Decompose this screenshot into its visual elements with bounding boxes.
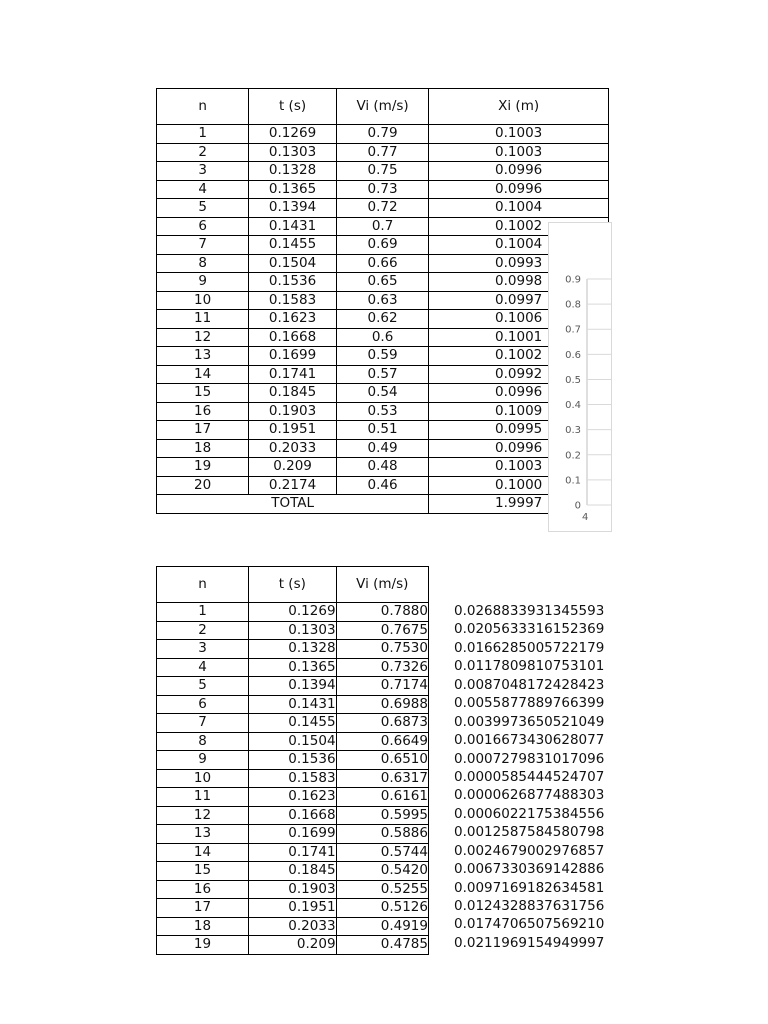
y-tick-label: 0.8 <box>565 299 581 311</box>
table-row <box>157 273 609 292</box>
table-row <box>157 291 609 310</box>
x-tick-label: 4 <box>582 512 589 523</box>
table-row <box>157 695 429 714</box>
table-cell: 0.65 <box>336 273 428 292</box>
table-cell: 0.57 <box>336 365 428 384</box>
table-cell: 0.1009 <box>429 402 609 421</box>
table-row <box>157 880 429 899</box>
column-header: t (s) <box>249 89 337 125</box>
table-cell: 0.0996 <box>429 180 609 199</box>
total-label: TOTAL <box>157 495 429 514</box>
table-cell: 0.1951 <box>249 899 337 918</box>
table-cell: 0.54 <box>336 384 428 403</box>
table-cell: 8 <box>157 254 249 273</box>
table-cell: 0.5255 <box>336 880 428 899</box>
table-cell: 0.1003 <box>429 143 609 162</box>
table-cell: 6 <box>157 217 249 236</box>
table-row <box>157 476 609 495</box>
table-cell: 0.0992 <box>429 365 609 384</box>
table-cell: 20 <box>157 476 249 495</box>
table-row <box>157 769 429 788</box>
table-row <box>157 917 429 936</box>
table-cell: 2 <box>157 621 249 640</box>
table-cell: 0.72 <box>336 199 428 218</box>
table-cell: 0.5995 <box>336 806 428 825</box>
deviation-value: 0.0166285005722179 <box>454 639 605 656</box>
table-cell: 0.4785 <box>336 936 428 955</box>
y-tick-label: 0.4 <box>565 400 581 412</box>
table-cell: 16 <box>157 402 249 421</box>
table-cell: 0.0993 <box>429 254 609 273</box>
table-row <box>157 236 609 255</box>
table-cell: 0.6649 <box>336 732 428 751</box>
deviation-value: 0.0097169182634581 <box>454 879 605 896</box>
table-cell: 0.7326 <box>336 658 428 677</box>
table-cell: 0.62 <box>336 310 428 329</box>
table-cell: 7 <box>157 236 249 255</box>
table-cell: 0.1006 <box>429 310 609 329</box>
table-cell: 0.2174 <box>249 476 337 495</box>
table-cell: 2 <box>157 143 249 162</box>
deviation-value: 0.0000626877488303 <box>454 787 605 804</box>
y-tick-label: 0 <box>574 500 581 512</box>
table-row <box>157 458 609 477</box>
chart-plot <box>549 223 611 531</box>
table-cell: 0.1328 <box>249 640 337 659</box>
table-cell: 0.49 <box>336 439 428 458</box>
table-cell: 9 <box>157 751 249 770</box>
table-row <box>157 199 609 218</box>
table-row <box>157 365 609 384</box>
y-tick-label: 0.5 <box>565 374 581 386</box>
table-row <box>157 310 609 329</box>
y-tick-label: 0.1 <box>565 475 581 487</box>
data-table-1 <box>156 88 609 514</box>
table-cell: 0.1003 <box>429 458 609 477</box>
table-cell: 17 <box>157 421 249 440</box>
table-cell: 0.48 <box>336 458 428 477</box>
table-cell: 11 <box>157 310 249 329</box>
table-cell: 14 <box>157 843 249 862</box>
table-cell: 0.59 <box>336 347 428 366</box>
table-row <box>157 125 609 144</box>
table-cell: 1 <box>157 125 249 144</box>
table-cell: 0.46 <box>336 476 428 495</box>
table-row <box>157 658 429 677</box>
table-cell: 0.1668 <box>249 806 337 825</box>
table-cell: 0.0996 <box>429 384 609 403</box>
table-cell: 0.1699 <box>249 825 337 844</box>
column-header: n <box>157 567 249 603</box>
table-cell: 18 <box>157 439 249 458</box>
table-cell: 0.1431 <box>249 695 337 714</box>
table-cell: 0.1536 <box>249 751 337 770</box>
table-cell: 0.1269 <box>249 125 337 144</box>
y-tick-label: 0.3 <box>565 425 581 437</box>
deviation-value: 0.0268833931345593 <box>454 603 605 619</box>
table-cell: 0.2033 <box>249 917 337 936</box>
table-cell: 0.0996 <box>429 162 609 181</box>
table-cell: 19 <box>157 936 249 955</box>
deviation-value: 0.0205633316152369 <box>454 621 605 638</box>
table-cell: 0.1455 <box>249 714 337 733</box>
table-cell: 0.1741 <box>249 843 337 862</box>
table-row <box>157 862 429 881</box>
table-cell: 10 <box>157 769 249 788</box>
table-cell: 0.1002 <box>429 347 609 366</box>
table-row <box>157 751 429 770</box>
table-cell: 0.1536 <box>249 273 337 292</box>
table-cell: 19 <box>157 458 249 477</box>
table-cell: 12 <box>157 328 249 347</box>
y-tick-label: 0.7 <box>565 324 581 336</box>
table-cell: 0.6317 <box>336 769 428 788</box>
table-cell: 0.1269 <box>249 603 337 622</box>
total-row <box>157 495 609 514</box>
table-cell: 9 <box>157 273 249 292</box>
table-cell: 0.6873 <box>336 714 428 733</box>
table-cell: 0.1668 <box>249 328 337 347</box>
table-cell: 0.1303 <box>249 143 337 162</box>
table-cell: 14 <box>157 365 249 384</box>
table-cell: 0.7880 <box>336 603 428 622</box>
table-cell: 18 <box>157 917 249 936</box>
table-cell: 0.7174 <box>336 677 428 696</box>
table-cell: 15 <box>157 384 249 403</box>
deviation-value: 0.0174706507569210 <box>454 916 605 933</box>
deviation-value: 0.0000585444524707 <box>454 768 605 785</box>
table-cell: 0.69 <box>336 236 428 255</box>
table-cell: 10 <box>157 291 249 310</box>
table-cell: 0.1699 <box>249 347 337 366</box>
deviation-value: 0.0039973650521049 <box>454 713 605 730</box>
column-header: t (s) <box>249 567 337 603</box>
table-cell: 0.1394 <box>249 677 337 696</box>
table-row <box>157 421 609 440</box>
table-cell: 0.7675 <box>336 621 428 640</box>
deviation-value: 0.0117809810753101 <box>454 658 605 675</box>
table-cell: 0.1504 <box>249 254 337 273</box>
table-cell: 13 <box>157 825 249 844</box>
table-cell: 0.1583 <box>249 769 337 788</box>
table-cell: 0.0998 <box>429 273 609 292</box>
column-header: Vi (m/s) <box>336 567 428 603</box>
table-row <box>157 180 609 199</box>
column-header: n <box>157 89 249 125</box>
deviation-value: 0.0087048172428423 <box>454 676 605 693</box>
table-cell: 0.1951 <box>249 421 337 440</box>
table-cell: 0.1000 <box>429 476 609 495</box>
table-cell: 0.1504 <box>249 732 337 751</box>
table-cell: 4 <box>157 180 249 199</box>
table-cell: 7 <box>157 714 249 733</box>
table-row <box>157 217 609 236</box>
table-cell: 0.0997 <box>429 291 609 310</box>
table-cell: 0.5420 <box>336 862 428 881</box>
table-cell: 0.4919 <box>336 917 428 936</box>
table-cell: 0.1741 <box>249 365 337 384</box>
y-tick-label: 0.2 <box>565 450 581 462</box>
table-cell: 0.75 <box>336 162 428 181</box>
table-cell: 0.66 <box>336 254 428 273</box>
table-cell: 1 <box>157 603 249 622</box>
table-cell: 6 <box>157 695 249 714</box>
table-cell: 0.1004 <box>429 236 609 255</box>
table-cell: 0.1328 <box>249 162 337 181</box>
table-cell: 0.2033 <box>249 439 337 458</box>
data-table-2 <box>156 566 429 955</box>
deviation-value: 0.0007279831017096 <box>454 750 605 767</box>
table-cell: 13 <box>157 347 249 366</box>
table-cell: 0.6988 <box>336 695 428 714</box>
table-row <box>157 328 609 347</box>
table-cell: 0.1455 <box>249 236 337 255</box>
table-cell: 0.6510 <box>336 751 428 770</box>
table-cell: 0.5744 <box>336 843 428 862</box>
deviation-value: 0.0006022175384556 <box>454 805 605 822</box>
table-cell: 0.5886 <box>336 825 428 844</box>
table-cell: 0.7530 <box>336 640 428 659</box>
table-cell: 0.1583 <box>249 291 337 310</box>
table-row <box>157 843 429 862</box>
table-cell: 0.1903 <box>249 402 337 421</box>
deviation-value: 0.0012587584580798 <box>454 824 605 841</box>
table-row <box>157 806 429 825</box>
table-row <box>157 788 429 807</box>
table-cell: 0.1002 <box>429 217 609 236</box>
table-cell: 5 <box>157 199 249 218</box>
table-cell: 3 <box>157 640 249 659</box>
table-cell: 0.1001 <box>429 328 609 347</box>
deviation-value: 0.0024679002976857 <box>454 842 605 859</box>
y-tick-label: 0.9 <box>565 274 581 286</box>
table-row <box>157 347 609 366</box>
table-cell: 0.1003 <box>429 125 609 144</box>
y-tick-label: 0.6 <box>565 349 581 361</box>
table-cell: 0.77 <box>336 143 428 162</box>
table-cell: 0.0995 <box>429 421 609 440</box>
table-row <box>157 714 429 733</box>
table-cell: 0.6 <box>336 328 428 347</box>
table-cell: 0.1903 <box>249 880 337 899</box>
deviation-value: 0.0124328837631756 <box>454 898 605 914</box>
table-cell: 4 <box>157 658 249 677</box>
table-cell: 0.1845 <box>249 862 337 881</box>
table-row <box>157 825 429 844</box>
table-row <box>157 621 429 640</box>
table-cell: 0.1365 <box>249 180 337 199</box>
table-cell: 5 <box>157 677 249 696</box>
table-cell: 0.1431 <box>249 217 337 236</box>
table-cell: 0.1004 <box>429 199 609 218</box>
table-cell: 0.1623 <box>249 788 337 807</box>
table-cell: 0.209 <box>249 936 337 955</box>
deviation-value: 0.0211969154949997 <box>454 934 605 951</box>
table-cell: 3 <box>157 162 249 181</box>
table-cell: 0.1303 <box>249 621 337 640</box>
table-cell: 0.1623 <box>249 310 337 329</box>
table-cell: 0.63 <box>336 291 428 310</box>
table-cell: 0.1845 <box>249 384 337 403</box>
table-cell: 11 <box>157 788 249 807</box>
table-row <box>157 143 609 162</box>
table-cell: 0.79 <box>336 125 428 144</box>
column-header: Xi (m) <box>429 89 609 125</box>
table-cell: 0.5126 <box>336 899 428 918</box>
table-cell: 0.53 <box>336 402 428 421</box>
deviation-value: 0.0016673430628077 <box>454 732 605 749</box>
table-cell: 15 <box>157 862 249 881</box>
table-cell: 16 <box>157 880 249 899</box>
table-row <box>157 402 609 421</box>
table-cell: 8 <box>157 732 249 751</box>
table-row <box>157 936 429 955</box>
total-value: 1.9997 <box>429 495 609 514</box>
table-cell: 0.7 <box>336 217 428 236</box>
column-header: Vi (m/s) <box>336 89 428 125</box>
table-cell: 12 <box>157 806 249 825</box>
table-cell: 0.209 <box>249 458 337 477</box>
table-row <box>157 384 609 403</box>
table-row <box>157 677 429 696</box>
table-row <box>157 603 429 622</box>
table-cell: 17 <box>157 899 249 918</box>
table-cell: 0.1394 <box>249 199 337 218</box>
table-cell: 0.51 <box>336 421 428 440</box>
table-row <box>157 254 609 273</box>
table-cell: 0.0996 <box>429 439 609 458</box>
deviation-value: 0.0067330369142886 <box>454 861 605 878</box>
table-row <box>157 732 429 751</box>
table-cell: 0.1365 <box>249 658 337 677</box>
table-cell: 0.73 <box>336 180 428 199</box>
table-cell: 0.6161 <box>336 788 428 807</box>
table-row <box>157 899 429 918</box>
deviation-column <box>454 602 604 952</box>
embedded-chart[interactable] <box>548 222 612 532</box>
deviation-value: 0.0055877889766399 <box>454 695 605 712</box>
table-row <box>157 439 609 458</box>
table-row <box>157 162 609 181</box>
table-row <box>157 640 429 659</box>
